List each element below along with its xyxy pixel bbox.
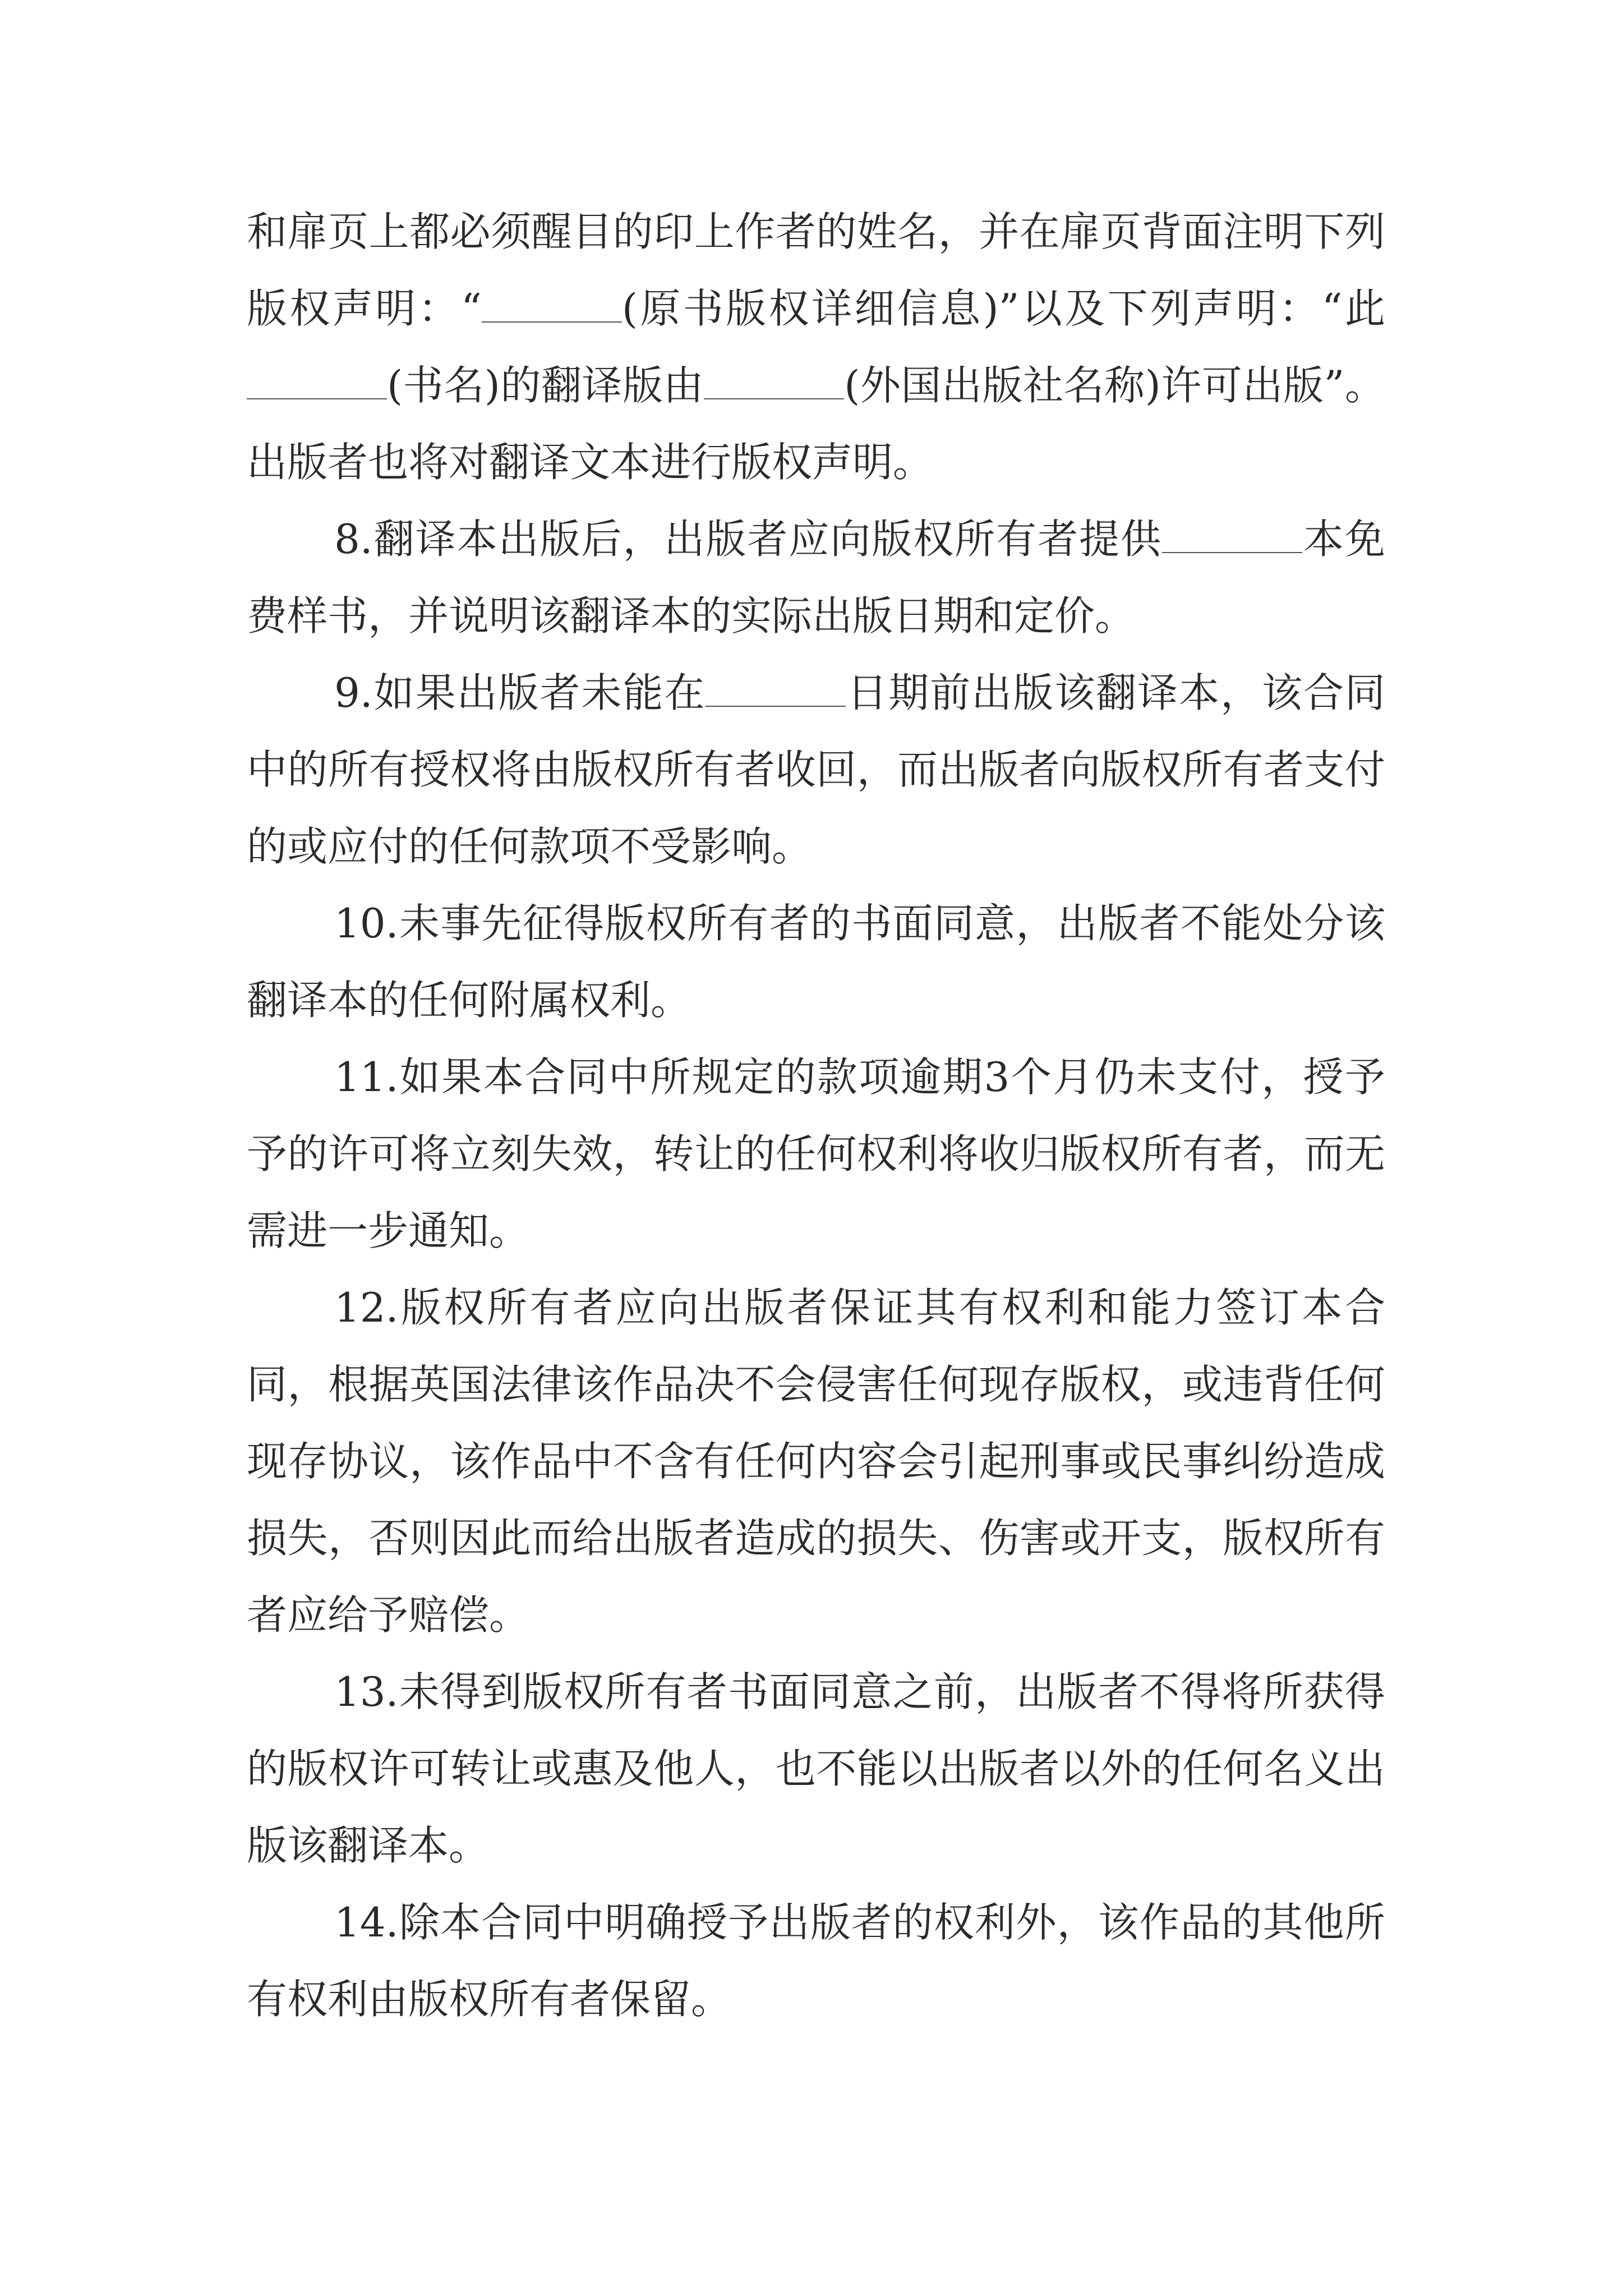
text-segment: (书名)的翻译版由: [387, 362, 704, 409]
text-segment: (原书版权详细信息)”以及下列声明：“此: [621, 285, 1385, 332]
clause-11: 11.如果本合同中所规定的款项逾期3个月仍未支付，授予予的许可将立刻失效，转让的任何权利将收归版权所有者，而无需进一步通知。: [247, 1053, 1385, 1254]
paragraph-continuation: [247, 194, 1385, 501]
fill-in-blank: [704, 366, 844, 399]
text-segment: 和扉页上都必须醒目的印上作者的姓名，并在扉页背面注明下列版权声明：“: [247, 208, 1385, 332]
clause-13: 13.未得到版权所有者书面同意之前，出版者不得将所获得的版权许可转让或惠及他人，也不能以出版者以外的任何名义出版该翻译本。: [247, 1668, 1385, 1869]
fill-in-blank: [482, 289, 622, 323]
fill-in-blank: [1162, 519, 1302, 553]
text-segment: (外国出版社名称)许可出版”。出版者也将对翻译文本进行版权声明。: [247, 362, 1385, 486]
fill-in-blank: [706, 673, 846, 707]
text-segment: 日期前出版该翻译本，该合同中的所有授权将由版权所有者收回，而出版者向版权所有者支付的或应付的任何款项不受影响。: [247, 669, 1385, 870]
clause-8: [247, 501, 1385, 655]
text-segment: 本免费样书，并说明该翻译本的实际出版日期和定价。: [247, 516, 1385, 639]
clause-10: 10.未事先征得版权所有者的书面同意，出版者不能处分该翻译本的任何附属权利。: [247, 900, 1385, 1024]
clause-12: 12.版权所有者应向出版者保证其有权利和能力签订本合同，根据英国法律该作品决不会侵害任何现存版权，或违背任何现存协议，该作品中不含有任何内容会引起刑事或民事纠纷造成损失，否则因此而给出版者造成的损失、伤害或开支，版权所有者应给予赔偿。: [247, 1284, 1385, 1639]
clause-9: [247, 655, 1385, 885]
text-segment: 9.如果出版者未能在: [334, 669, 706, 716]
text-segment: 8.翻译本出版后，出版者应向版权所有者提供: [334, 516, 1163, 563]
fill-in-blank: [247, 366, 387, 399]
clause-14: 14.除本合同中明确授予出版者的权利外，该作品的其他所有权利由版权所有者保留。: [247, 1899, 1385, 2023]
contract-text: [247, 194, 1385, 2038]
